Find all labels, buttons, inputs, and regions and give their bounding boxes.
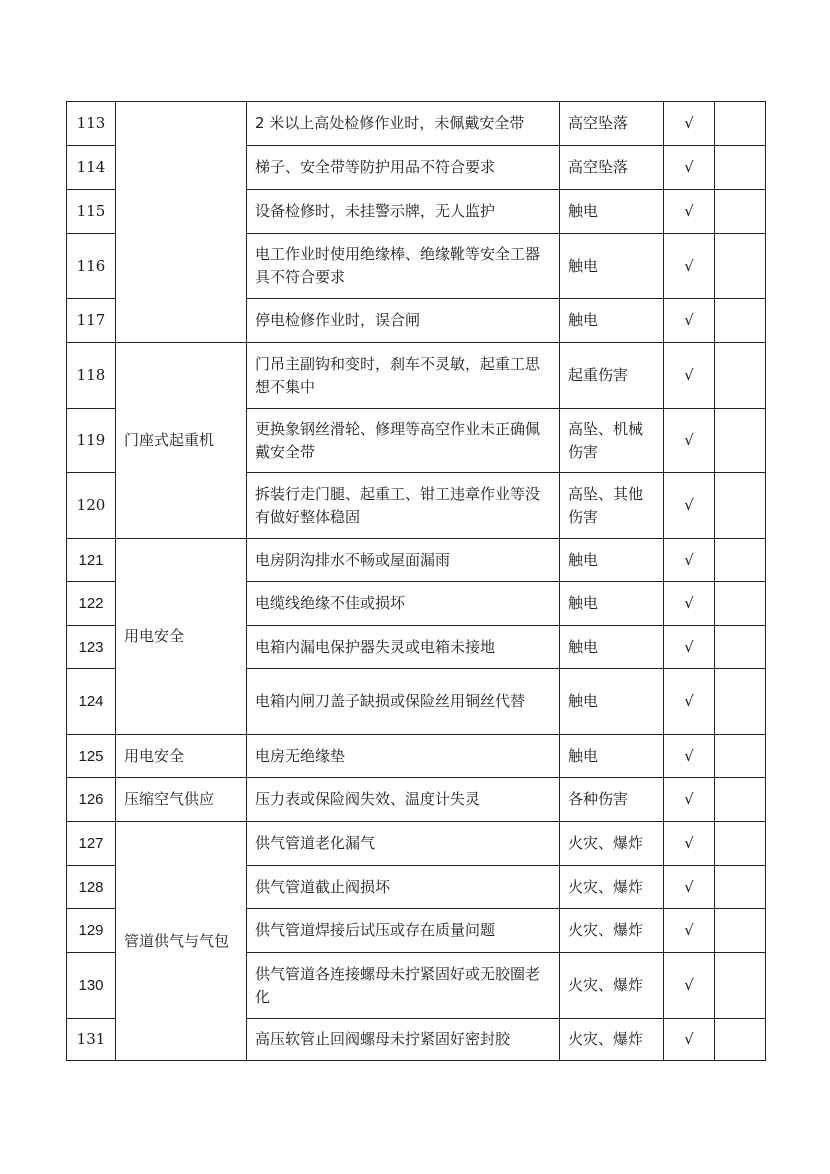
table-row (67, 102, 766, 146)
check-mark: √ (664, 473, 715, 539)
hazard-type: 触电 (560, 190, 664, 234)
blank-cell (715, 409, 766, 473)
blank-cell (715, 1019, 766, 1061)
check-mark: √ (664, 866, 715, 909)
table-row (67, 539, 766, 582)
table-row (67, 735, 766, 778)
category-compressed-air: 压缩空气供应 (116, 778, 247, 822)
row-number: 118 (67, 343, 116, 409)
blank-cell (715, 582, 766, 626)
hazard-type: 触电 (560, 582, 664, 626)
hazard-type: 火灾、爆炸 (560, 866, 664, 909)
hazard-description: 拆装行走门腿、起重工、钳工违章作业等没有做好整体稳固 (247, 473, 560, 539)
hazard-type: 火灾、爆炸 (560, 822, 664, 866)
row-number: 128 (67, 866, 116, 909)
hazard-type: 触电 (560, 669, 664, 735)
hazard-description: 梯子、安全带等防护用品不符合要求 (247, 146, 560, 190)
blank-cell (715, 539, 766, 582)
table-row (67, 343, 766, 409)
hazard-type: 各种伤害 (560, 778, 664, 822)
blank-cell (715, 146, 766, 190)
row-number: 119 (67, 409, 116, 473)
hazard-description: 设备检修时，未挂警示牌，无人监护 (247, 190, 560, 234)
check-mark: √ (664, 822, 715, 866)
check-mark: √ (664, 409, 715, 473)
hazard-type: 火灾、爆炸 (560, 953, 664, 1019)
hazard-description: 电房阴沟排水不畅或屋面漏雨 (247, 539, 560, 582)
blank-cell (715, 299, 766, 343)
hazard-type: 高空坠落 (560, 146, 664, 190)
check-mark: √ (664, 626, 715, 669)
row-number: 120 (67, 473, 116, 539)
row-number: 129 (67, 909, 116, 953)
hazard-description: 停电检修作业时，误合闸 (247, 299, 560, 343)
blank-cell (715, 822, 766, 866)
table-row (67, 778, 766, 822)
blank-cell (715, 669, 766, 735)
blank-cell (715, 778, 766, 822)
blank-cell (715, 343, 766, 409)
hazard-description: 供气管道老化漏气 (247, 822, 560, 866)
blank-cell (715, 190, 766, 234)
blank-cell (715, 473, 766, 539)
check-mark: √ (664, 953, 715, 1019)
check-mark: √ (664, 778, 715, 822)
blank-cell (715, 909, 766, 953)
hazard-type: 起重伤害 (560, 343, 664, 409)
category-pipeline: 管道供气与气包 (116, 822, 247, 1061)
check-mark: √ (664, 669, 715, 735)
check-mark: √ (664, 582, 715, 626)
hazard-description: 门吊主副钩和变时，刹车不灵敏，起重工思想不集中 (247, 343, 560, 409)
row-number: 122 (67, 582, 116, 626)
row-number: 127 (67, 822, 116, 866)
blank-cell (715, 102, 766, 146)
check-mark: √ (664, 190, 715, 234)
hazard-description: 电箱内闸刀盖子缺损或保险丝用铜丝代替 (247, 669, 560, 735)
row-number: 130 (67, 953, 116, 1019)
blank-cell (715, 866, 766, 909)
category-electric: 用电安全 (116, 735, 247, 778)
category-electric: 用电安全 (116, 539, 247, 735)
hazard-description: 2 米以上高处检修作业时，未佩戴安全带 (247, 102, 560, 146)
hazard-type: 高空坠落 (560, 102, 664, 146)
table-row (67, 822, 766, 866)
check-mark: √ (664, 1019, 715, 1061)
row-number: 117 (67, 299, 116, 343)
check-mark: √ (664, 343, 715, 409)
hazard-description: 供气管道焊接后试压或存在质量问题 (247, 909, 560, 953)
row-number: 113 (67, 102, 116, 146)
blank-cell (715, 953, 766, 1019)
check-mark: √ (664, 299, 715, 343)
hazard-type: 火灾、爆炸 (560, 1019, 664, 1061)
row-number: 121 (67, 539, 116, 582)
hazard-description: 电缆线绝缘不佳或损坏 (247, 582, 560, 626)
row-number: 123 (67, 626, 116, 669)
hazard-type: 触电 (560, 299, 664, 343)
row-number: 124 (67, 669, 116, 735)
hazard-description: 更换象钢丝滑轮、修理等高空作业未正确佩戴安全带 (247, 409, 560, 473)
hazard-type: 触电 (560, 735, 664, 778)
check-mark: √ (664, 146, 715, 190)
row-number: 114 (67, 146, 116, 190)
hazard-description: 高压软管止回阀螺母未拧紧固好密封胶 (247, 1019, 560, 1061)
hazard-description: 电房无绝缘垫 (247, 735, 560, 778)
row-number: 115 (67, 190, 116, 234)
check-mark: √ (664, 539, 715, 582)
category-cell-empty (116, 102, 247, 343)
row-number: 125 (67, 735, 116, 778)
blank-cell (715, 234, 766, 299)
row-number: 116 (67, 234, 116, 299)
hazard-description: 电工作业时使用绝缘棒、绝缘靴等安全工器具不符合要求 (247, 234, 560, 299)
hazard-type: 火灾、爆炸 (560, 909, 664, 953)
hazard-description: 供气管道截止阀损坏 (247, 866, 560, 909)
hazard-type: 高坠、其他伤害 (560, 473, 664, 539)
blank-cell (715, 735, 766, 778)
check-mark: √ (664, 234, 715, 299)
hazard-type: 触电 (560, 626, 664, 669)
hazard-description: 电箱内漏电保护器失灵或电箱未接地 (247, 626, 560, 669)
hazard-type: 高坠、机械伤害 (560, 409, 664, 473)
hazard-type: 触电 (560, 234, 664, 299)
check-mark: √ (664, 735, 715, 778)
blank-cell (715, 626, 766, 669)
row-number: 126 (67, 778, 116, 822)
check-mark: √ (664, 102, 715, 146)
hazard-description: 压力表或保险阀失效、温度计失灵 (247, 778, 560, 822)
category-crane: 门座式起重机 (116, 343, 247, 539)
check-mark: √ (664, 909, 715, 953)
hazard-type: 触电 (560, 539, 664, 582)
row-number: 131 (67, 1019, 116, 1061)
hazard-description: 供气管道各连接螺母未拧紧固好或无胶圈老化 (247, 953, 560, 1019)
hazard-table (66, 101, 766, 1061)
